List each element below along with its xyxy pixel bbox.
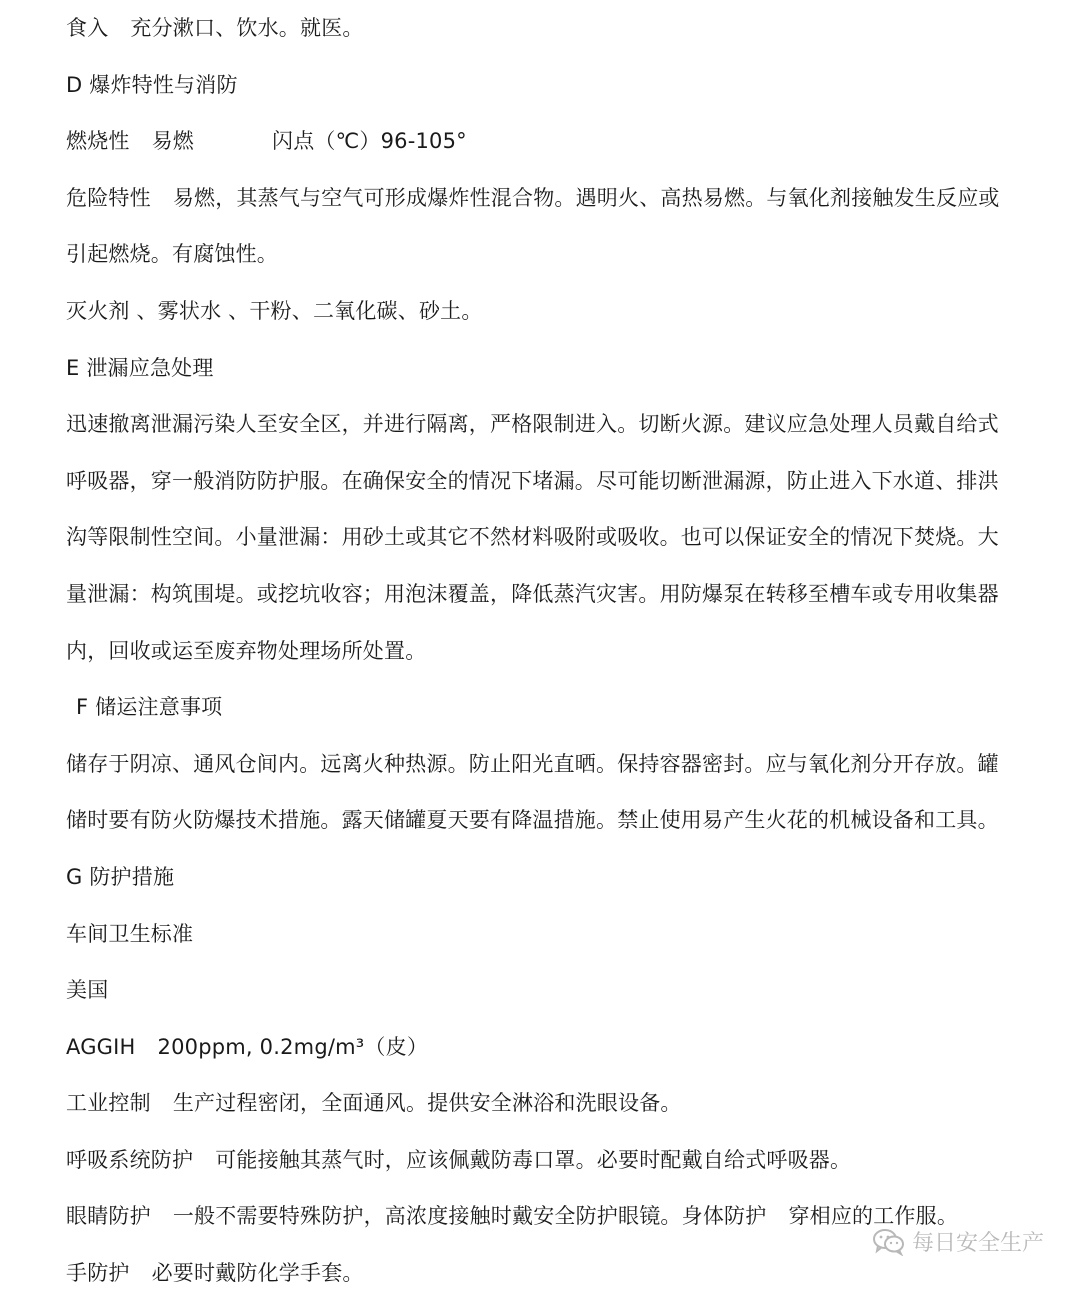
text-line: 危险特性 易燃，其蒸气与空气可形成爆炸性混合物。遇明火、高热易燃。与氧化剂接触发生反应或 (66, 185, 1000, 210)
text-line: 呼吸器，穿一般消防防护服。在确保安全的情况下堵漏。尽可能切断泄漏源，防止进入下水道、排洪 (66, 468, 999, 493)
section-heading: F 储运注意事项 (76, 695, 223, 720)
text-line: 引起燃烧。有腐蚀性。 (66, 242, 278, 267)
watermark (872, 1226, 1044, 1257)
text-line: 美国 (66, 978, 109, 1003)
line-label: 工业控制 (66, 1091, 151, 1116)
text-line: 储时要有防火防爆技术措施。露天储罐夏天要有降温措施。禁止使用易产生火花的机械设备和工具。 (66, 808, 999, 833)
section-heading: G 防护措施 (66, 864, 175, 889)
text-line: 内，回收或运至废弃物处理场所处置。 (66, 638, 427, 663)
text-line: 量泄漏：构筑围堤。或挖坑收容；用泡沫覆盖，降低蒸汽灾害。用防爆泵在转移至槽车或专用收集器 (66, 581, 999, 606)
section-heading: D 爆炸特性与消防 (66, 72, 238, 97)
line-label: 燃烧性 (66, 129, 130, 154)
line-label: 食入 (66, 16, 109, 40)
wechat-icon (872, 1228, 906, 1256)
text-line: 车间卫生标准 (66, 921, 194, 946)
text-line: 食入 充分漱口、饮水。就医。 (66, 16, 364, 40)
text-line: 眼睛防护 一般不需要特殊防护，高浓度接触时戴安全防护眼镜。身体防护 穿相应的工作服。 (66, 1204, 959, 1229)
text-line: 手防护 必要时戴防化学手套。 (66, 1261, 364, 1286)
line-label: 身体防护 (681, 1204, 767, 1229)
text-line: 灭火剂 、雾状水 、干粉、二氧化碳、砂土。 (66, 298, 483, 323)
watermark-text: 每日安全生产 (911, 1231, 1044, 1256)
line-label: AGGIH (66, 1034, 136, 1059)
line-label: 危险特性 (66, 185, 151, 210)
text-line: 燃烧性 易燃 闪点（℃）96-105° (66, 129, 467, 154)
section-heading: E 泄漏应急处理 (66, 355, 214, 380)
text-line: 迅速撤离泄漏污染人至安全区，并进行隔离，严格限制进入。切断火源。建议应急处理人员戴自给式 (66, 412, 999, 437)
text-line: 工业控制 生产过程密闭，全面通风。提供安全淋浴和洗眼设备。 (66, 1091, 682, 1116)
line-label: 呼吸系统防护 (66, 1147, 194, 1172)
text-line: 沟等限制性空间。小量泄漏：用砂土或其它不然材料吸附或吸收。也可以保证安全的情况下焚烧。大 (66, 525, 999, 550)
text-line: AGGIH 200ppm, 0.2mg/m³（皮） (66, 1034, 429, 1059)
document-body (66, 0, 1026, 1302)
line-label: 手防护 (66, 1261, 130, 1286)
text-line: 储存于阴凉、通风仓间内。远离火种热源。防止阳光直晒。保持容器密封。应与氧化剂分开存放。罐 (66, 751, 999, 776)
text-line: 呼吸系统防护 可能接触其蒸气时，应该佩戴防毒口罩。必要时配戴自给式呼吸器。 (66, 1147, 852, 1172)
line-label: 眼睛防护 (66, 1204, 151, 1229)
